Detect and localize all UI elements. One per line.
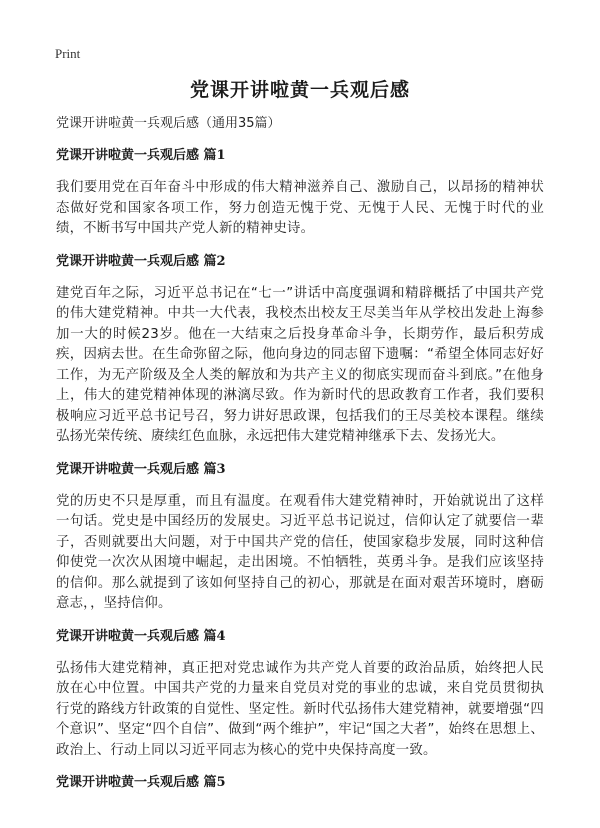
section-heading-3: 党课开讲啦黄一兵观后感 篇3 <box>56 461 226 477</box>
section-heading-4: 党课开讲啦黄一兵观后感 篇4 <box>56 628 226 644</box>
section-paragraph-2: 建党百年之际，习近平总书记在“七一”讲话中高度强调和精辟概括了中国共产党的伟大建党精神。中共一大代表，我校杰出校友王尽美当年从学校出发赴上海参加一大的时候23岁。他在一大结束之后投身革命斗争，长期劳作，最后积劳成疾，因病去世。在生命弥留之际，他向身边的同志留下遗嘱：“希望全体同志好好工作，为无产阶级及全人类的解放和为共产主义的彻底实现而奋斗到底。”在他身上，伟大的建党精神体现的淋漓尽致。作为新时代的思政教育工作者，我们要积极响应习近平总书记号召，努力讲好思政课，包括我们的王尽美校本课程。继续弘扬光荣传统、赓续红色血脉，永远把伟大建党精神继承下去、发扬光大。 <box>56 285 544 444</box>
section-paragraph-3: 党的历史不只是厚重，而且有温度。在观看伟大建党精神时，开始就说出了这样一句话。党史是中国经历的发展史。习近平总书记说过，信仰认定了就要信一辈子，否则就要出大问题，对于中国共产党的信任，使国家稳步发展，同时这种信仰使党一次次从困境中崛起，走出困境。不怕牺牲，英勇斗争。是我们应该坚持的信仰。那么就提到了该如何坚持自己的初心，那就是在面对艰苦环境时，磨砺意志，，坚持信仰。 <box>56 493 544 611</box>
section-heading-5: 党课开讲啦黄一兵观后感 篇5 <box>56 775 226 790</box>
section-heading-1: 党课开讲啦黄一兵观后感 篇1 <box>56 148 226 163</box>
print-link[interactable]: Print <box>55 46 81 61</box>
document-subtitle: 党课开讲啦黄一兵观后感（通用35篇） <box>56 116 281 131</box>
document-title: 党课开讲啦黄一兵观后感 <box>189 79 410 101</box>
section-paragraph-4: 弘扬伟大建党精神，真正把对党忠诚作为共产党人首要的政治品质，始终把人民放在心中位置。中国共产党的力量来自党员对党的事业的忠诚，来自党员贯彻执行党的路线方针政策的自觉性、坚定性。新时代弘扬伟大建党精神，就要增强“四个意识”、坚定“四个自信”、做到“两个维护”，牢记“国之大者”，始终在思想上、政治上、行动上同以习近平同志为核心的党中央保持高度一致。 <box>56 660 544 758</box>
section-heading-2: 党课开讲啦黄一兵观后感 篇2 <box>56 253 226 269</box>
section-paragraph-1: 我们要用党在百年奋斗中形成的伟大精神滋养自己、激励自己，以昂扬的精神状态做好党和国家各项工作，努力创造无愧于党、无愧于人民、无愧于时代的业绩，不断书写中国共产党人新的精神史诗。 <box>56 180 544 236</box>
